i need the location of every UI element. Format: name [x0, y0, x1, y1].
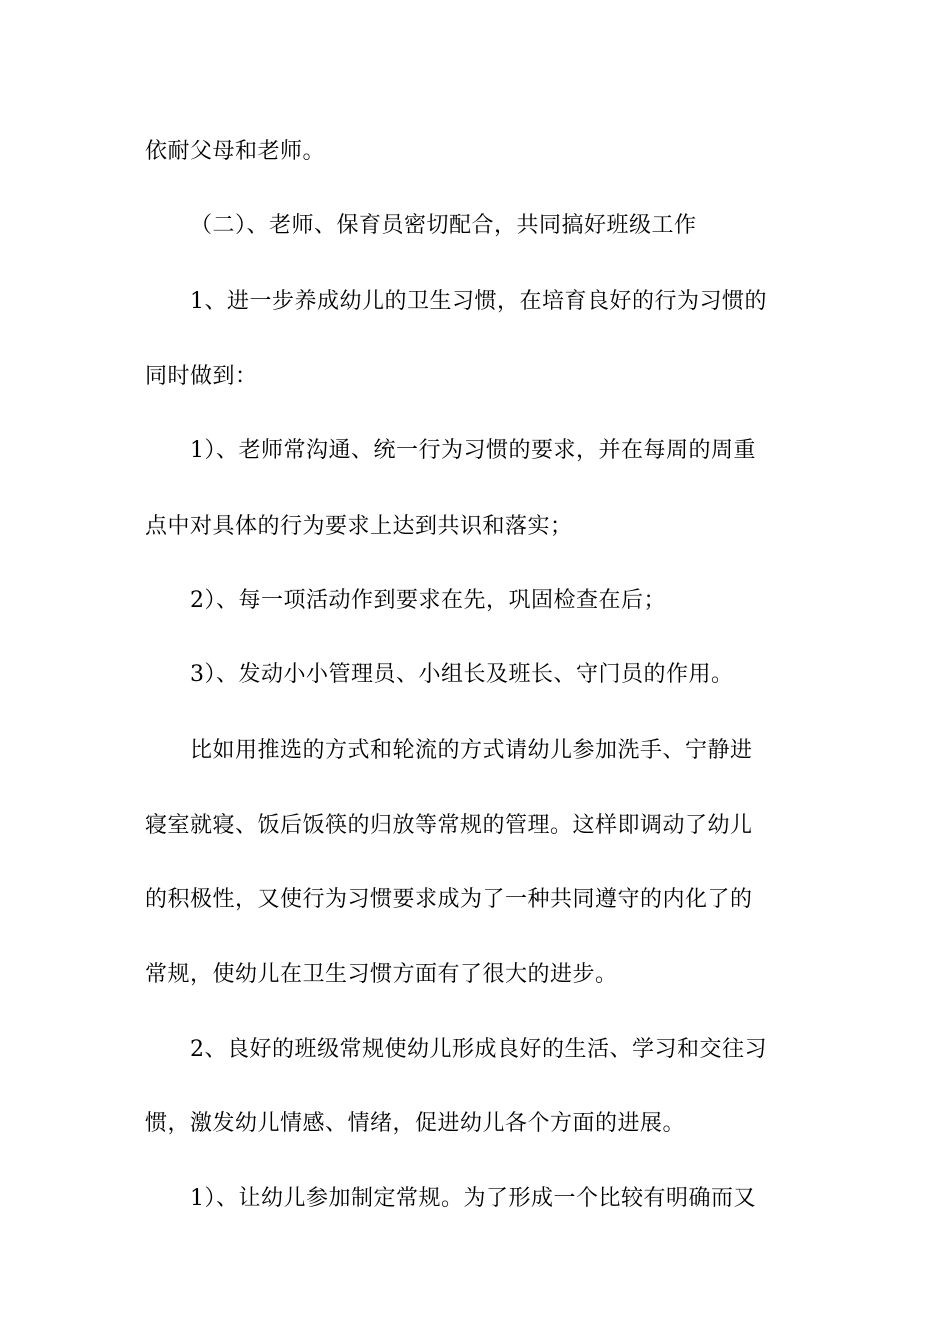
text-line: 常规，使幼儿在卫生习惯方面有了很大的进步。: [145, 962, 618, 987]
text-line: 比如用推选的方式和轮流的方式请幼儿参加洗手、宁静进: [190, 738, 753, 763]
text-line: 同时做到：: [145, 364, 258, 389]
text-line: 寝室就寝、饭后饭筷的归放等常规的管理。这样即调动了幼儿: [145, 813, 753, 838]
text-line: 的积极性，又使行为习惯要求成为了一种共同遵守的内化了的: [145, 887, 753, 912]
text-line: 2、良好的班级常规使幼儿形成良好的生活、学习和交往习: [190, 1037, 767, 1062]
section-heading: （二）、老师、保育员密切配合，共同搞好班级工作: [190, 213, 697, 238]
text-line: 点中对具体的行为要求上达到共识和落实；: [145, 514, 573, 539]
text-line: 1）、老师常沟通、统一行为习惯的要求，并在每周的周重: [190, 438, 756, 463]
text-line: 1、进一步养成幼儿的卫生习惯，在培育良好的行为习惯的: [190, 289, 767, 314]
text-line: 1）、让幼儿参加制定常规。为了形成一个比较有明确而又: [190, 1186, 756, 1211]
text-line: 3）、发动小小管理员、小组长及班长、守门员的作用。: [190, 662, 734, 687]
text-line: 2）、每一项活动作到要求在先，巩固检查在后；: [190, 588, 666, 613]
text-line: 依耐父母和老师。: [145, 139, 326, 164]
text-line: 惯，激发幼儿情感、情绪，促进幼儿各个方面的进展。: [145, 1111, 686, 1136]
